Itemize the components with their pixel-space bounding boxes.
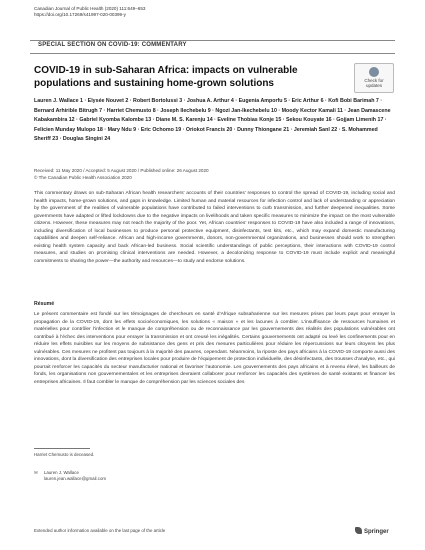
journal-header	[34, 6, 145, 18]
dates-line: Received: 11 May 2020 / Accepted: 5 August 2020 / Published online: 26 August 2020	[34, 168, 209, 173]
publisher-name: Springer	[364, 529, 389, 535]
journal-doi[interactable]: https://doi.org/10.17269/s41997-020-00399-y	[34, 12, 126, 17]
resume-text: Le présent commentaire est fondé sur les témoignages de chercheurs en santé d’Afrique subsaharienne sur les mesures prises par leurs pays pour enrayer la propagation de la COVID-19, dont les effets socioéconomiques, les solutions « maison » et les lacunes à combler. L’insuffisance de ressources humaines et matérielles pour contrôler l’infection et le manque de compréhension ou de reconnaissance par les gouvernements des réalités des populations vulnérables ont contribué à l’échec des interventions pour enrayer la transmission et ont creusé les inégalités. Certains gouvernements ont adapté ou levé les confinements pour en réduire les effets nuisibles sur les moyens de subsistance des gens et pris des mesures particulières pour réduire les répercussions sur leurs citoyens les plus vulnérables. Ces mesures ne profitent pas toujours à la majorité des pauvres, cependant. Néanmoins, la riposte des pays africains à la COVID-19 comporte aussi des innovations, dont la diversification des entreprises locales pour produire de l’équipement de protection individuelle, des désinfectants, des trousses d’analyse, etc., qui pourrait renforcer les capacités du secteur manufacturier national et favoriser l’autonomie. Les gouvernements des pays africains et à revenu élevé, les bailleurs de fonds, les organisations non gouvernementales et les entreprises devraient collaborer pour renforcer les capacités des systèmes de santé existants et financer les entreprises africaines. Il faut combler le manque de compréhension par les sciences sociales des	[34, 312, 395, 385]
extended-author-info: Extended author information available on the last page of the article	[34, 528, 166, 533]
badge-line-2: updates	[365, 83, 382, 88]
correspondence-block	[34, 470, 394, 482]
publisher-logo	[355, 527, 389, 535]
springer-horse-icon	[355, 527, 362, 534]
envelope-icon: ✉	[34, 470, 38, 475]
corresponding-author-name: Lauren J. Wallace	[43, 470, 79, 475]
footnote: Harriet Chemusto is deceased.	[34, 452, 95, 457]
badge-line-1: Check for	[364, 78, 384, 83]
author-list: Lauren J. Wallace 1 · Elysée Nouvet 2 · Robert Bortolussi 3 · Joshua A. Arthur 4 · Eugenia Amporfu 5 · Eric Arthur 6 · Kofi Bobi Barimah 7 · Bernard Arhirible Bitrugh 7 · Harriet Chemusto 8 · Joseph Ilechebelu 9 · Ngozi Jan-Ikechebelu 10 · Moody Kector Kamali 11 · Jean Damascene Kabakambira 12 · Gabriel Kyomba Kalombe 13 · Diane M. S. Karenju 14 · Eveline Thobias Konje 15 · Sekou Kouyate 16 · Gojjam Limenih 17 · Felicien Munday Mulopo 18 · Mary Ndu 9 · Eric Ochomo 19 · Oriokot Francis 20 · Dunny Thiongane 21 · Jeremiah Sanl 22 · S. Mohammed Sheriff 23 · Douglas Singini 24	[34, 98, 391, 143]
footnote-divider	[34, 448, 90, 449]
section-label: SPECIAL SECTION ON COVID-19: COMMENTARY	[38, 42, 187, 48]
journal-citation: Canadian Journal of Public Health (2020) 111:649–653	[34, 6, 146, 11]
check-for-updates-badge[interactable]	[354, 63, 394, 93]
corresponding-author-email[interactable]: lauren.jean.wallace@gmail.com	[44, 476, 107, 481]
check-for-updates-icon	[369, 67, 379, 77]
copyright-line: © The Canadian Public Health Association 2020	[34, 174, 132, 180]
resume-heading: Résumé	[34, 301, 55, 307]
article-title: COVID-19 in sub-Saharan Africa: impacts on vulnerable populations and sustaining home-grown solutions	[34, 65, 298, 89]
abstract-text: This commentary draws on sub-Saharan African health researchers’ accounts of their countries’ responses to control the spread of COVID-19, including social and health impacts, home-grown solutions, and gaps in knowledge. Limited human and material resources for infection control and lack of understanding or appreciation by the government of the realities of vulnerable populations have contributed to failed interventions to curb transmission, and further deepened inequalities. Some governments have adapted or lifted lockdowns due to the negative impacts on livelihoods and taken specific measures to minimize the impact on the most vulnerable citizens. However, these measures may not reach the majority of the poor. Yet, African countries’ responses to COVID-19 have also included a range of innovations, including diversification of local businesses to produce personal protective equipment, disinfectants, test kits, etc., which may expand domestic manufacturing capabilities and deepen self-reliance. African and high-income governments, donors, non-governmental organizations, and businesses should work to strengthen existing health system capacity and back African-led business. Social scientific understandings of public perceptions, their interactions with COVID-19 control measures, and studies on promising clinical interventions are needed. However, a decolonizing response to COVID-19 must include explicit and meaningful commitments to sharing the power—the authority and resources—to study and endorse solutions.	[34, 191, 395, 264]
publication-dates	[34, 168, 394, 181]
